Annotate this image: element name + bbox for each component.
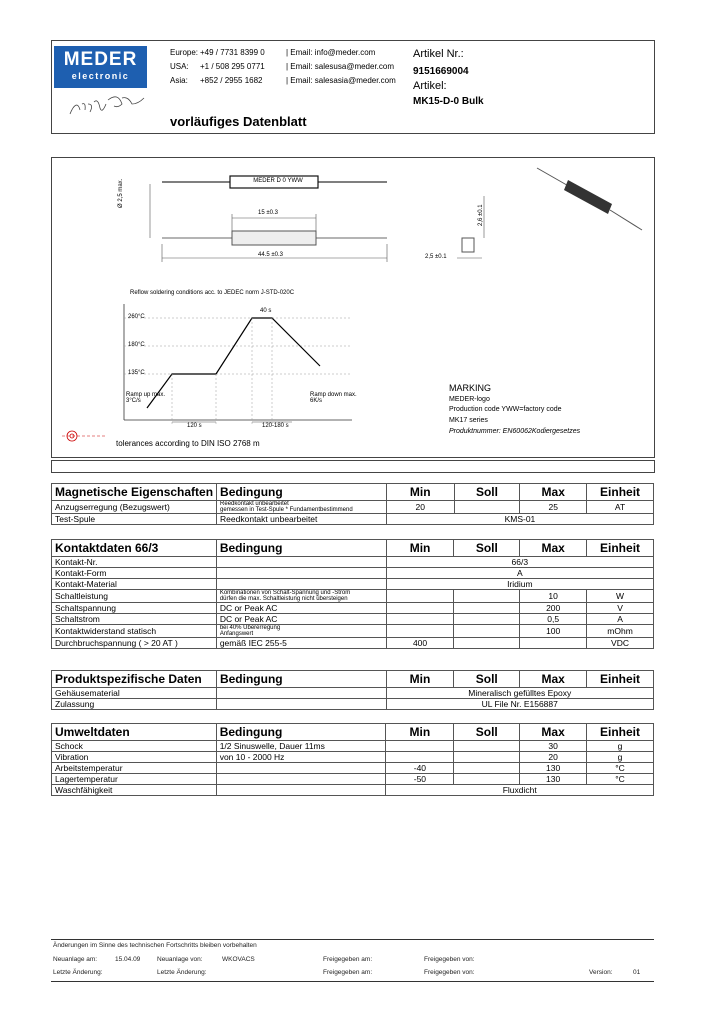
row-name: Vibration xyxy=(52,752,217,763)
row-unit: °C xyxy=(587,763,654,774)
table-row xyxy=(52,590,654,603)
footer-created-by-label: Neuanlage von: xyxy=(157,956,203,963)
row-name: Schaltspannung xyxy=(52,603,217,614)
reflow-peak: 40 s xyxy=(260,308,272,314)
footer-created-by: WKOVACS xyxy=(222,956,255,963)
row-condition xyxy=(216,688,386,699)
col-header: Bedingung xyxy=(217,484,387,501)
row-name: Gehäusematerial xyxy=(52,688,217,699)
table-title: Magnetische Eigenschaften xyxy=(52,484,217,501)
reflow-t1: 260°C xyxy=(128,314,145,320)
row-max: 0,5 xyxy=(520,614,587,625)
slogan xyxy=(68,92,158,118)
table-title: Umweltdaten xyxy=(52,724,217,741)
row-condition: 1/2 Sinuswelle, Dauer 11ms xyxy=(216,741,386,752)
table-row xyxy=(52,514,654,525)
row-min: 20 xyxy=(386,501,454,514)
row-soll xyxy=(454,763,520,774)
reflow-t3: 135°C xyxy=(128,370,145,376)
col-header: Soll xyxy=(454,540,520,557)
contact-block: Europe: +49 / 7731 8399 0 | Email: info@meder.com USA: +1 / 508 295 0771 | Email: salesusa@meder.com Asia: +852 / 2955 1682 | Email: salesasia@meder.com xyxy=(170,48,396,85)
row-name: Schaltstrom xyxy=(52,614,217,625)
row-unit: °C xyxy=(587,774,654,785)
table-title: Produktspezifische Daten xyxy=(52,671,217,688)
row-condition xyxy=(216,557,386,568)
footer-version: 01 xyxy=(633,969,641,976)
row-soll xyxy=(454,774,520,785)
marking-title: MARKING xyxy=(449,383,492,393)
doc-title: vorläufiges Datenblatt xyxy=(170,114,307,129)
row-min: -50 xyxy=(386,774,454,785)
table-row xyxy=(52,752,654,763)
reflow-t2: 180°C xyxy=(128,342,145,348)
table-row xyxy=(52,785,654,796)
row-unit: g xyxy=(587,752,654,763)
table-row xyxy=(52,688,654,699)
table-header xyxy=(52,484,654,501)
marking-line-3: MK17 series xyxy=(449,417,488,424)
dim-diameter: Ø 2,5 max. xyxy=(118,178,124,208)
artikel-label: Artikel: xyxy=(413,80,447,92)
row-min xyxy=(386,625,454,638)
table-row xyxy=(52,741,654,752)
row-condition: Reedkontakt unbearbeitet gemessen in Test-Spule * Fundamentbestimmend xyxy=(217,501,387,514)
row-name: Lagertemperatur xyxy=(52,774,217,785)
row-max: 10 xyxy=(520,590,587,603)
table-row xyxy=(52,579,654,590)
dim-44: 44.5 ±0.3 xyxy=(258,252,283,258)
row-max: 130 xyxy=(520,763,587,774)
table-header xyxy=(52,724,654,741)
footer-changed-label: Letzte Änderung: xyxy=(53,969,103,976)
row-condition: gemäß IEC 255-5 xyxy=(216,638,386,649)
row-condition: bei 40% Übererregung Anfangswert xyxy=(216,625,386,638)
row-value: A xyxy=(386,568,653,579)
row-min: -40 xyxy=(386,763,454,774)
reflow-title: Reflow soldering conditions acc. to JEDEC norm J-STD-020C xyxy=(130,290,295,296)
row-name: Test-Spule xyxy=(52,514,217,525)
row-name: Arbeitstemperatur xyxy=(52,763,217,774)
row-condition: DC or Peak AC xyxy=(216,603,386,614)
row-max: 200 xyxy=(520,603,587,614)
col-header: Max xyxy=(520,484,587,501)
row-condition xyxy=(216,774,386,785)
footer-created-date: 15.04.09 xyxy=(115,956,141,963)
row-condition: Kombinationen von Schalt-Spannung und -Strom dürfen die max. Schaltleistung nicht übersteigen xyxy=(216,590,386,603)
row-value: Mineralisch gefülltes Epoxy xyxy=(386,688,653,699)
row-condition xyxy=(216,785,386,796)
row-unit: W xyxy=(587,590,654,603)
row-name: Kontakt-Material xyxy=(52,579,217,590)
table-row xyxy=(52,568,654,579)
col-header: Einheit xyxy=(587,724,654,741)
row-name: Waschfähigkeit xyxy=(52,785,217,796)
table-header xyxy=(52,671,654,688)
col-header: Soll xyxy=(454,671,520,688)
row-min: 400 xyxy=(386,638,454,649)
dim-width: 2,5 ±0.1 xyxy=(425,254,447,260)
row-max: 130 xyxy=(520,774,587,785)
table-row xyxy=(52,557,654,568)
reflow-ramp-up: Ramp up max. 3°C/s xyxy=(126,392,166,404)
table-title: Kontaktdaten 66/3 xyxy=(52,540,217,557)
magnetic-table xyxy=(51,483,654,525)
artikel-nr-label: Artikel Nr.: xyxy=(413,48,464,60)
col-header: Soll xyxy=(454,484,520,501)
col-header: Min xyxy=(386,724,454,741)
dim-height: 2,6 ±0.1 xyxy=(478,204,484,226)
row-soll xyxy=(454,638,520,649)
separator-box xyxy=(51,460,655,473)
col-header: Max xyxy=(520,724,587,741)
row-condition xyxy=(216,699,386,710)
footer-version-label: Version: xyxy=(589,969,613,976)
row-min xyxy=(386,603,454,614)
marking-line-1: MEDER-logo xyxy=(449,396,490,403)
reflow-time1: 120 s xyxy=(187,423,202,429)
row-min xyxy=(386,741,454,752)
row-value: UL File Nr. E156887 xyxy=(386,699,653,710)
row-soll xyxy=(454,603,520,614)
dim-15: 15 ±0.3 xyxy=(258,210,278,216)
body-marking: MEDER D 0 YWW xyxy=(253,178,303,184)
row-soll xyxy=(454,590,520,603)
marking-line-4: Produktnummer: EN60062Kodiergesetzes xyxy=(449,428,581,435)
footer-approved-by-label-2: Freigegeben von: xyxy=(424,969,475,976)
row-name: Schock xyxy=(52,741,217,752)
row-min xyxy=(386,590,454,603)
environment-table xyxy=(51,723,654,796)
row-min xyxy=(386,752,454,763)
logo-text: MEDER xyxy=(63,49,138,70)
footer-created-label: Neuanlage am: xyxy=(53,956,98,963)
row-value: KMS-01 xyxy=(386,514,653,525)
row-soll xyxy=(454,614,520,625)
col-header: Min xyxy=(386,540,454,557)
table-row xyxy=(52,625,654,638)
row-soll xyxy=(454,625,520,638)
row-name: Kontakt-Nr. xyxy=(52,557,217,568)
footer-approved-by-label: Freigegeben von: xyxy=(424,956,475,963)
row-condition xyxy=(216,763,386,774)
row-max: 20 xyxy=(520,752,587,763)
marking-line-2: Production code YWW=factory code xyxy=(449,406,562,413)
tolerances: tolerances according to DIN ISO 2768 m xyxy=(116,439,260,448)
table-row xyxy=(52,614,654,625)
row-max: 100 xyxy=(520,625,587,638)
table-row xyxy=(52,501,654,514)
row-unit: V xyxy=(587,603,654,614)
row-value: Iridium xyxy=(386,579,653,590)
footer-approved-label-2: Freigegeben am: xyxy=(323,969,373,976)
col-header: Bedingung xyxy=(216,724,386,741)
row-max xyxy=(520,638,587,649)
row-min xyxy=(386,614,454,625)
col-header: Bedingung xyxy=(216,671,386,688)
col-header: Soll xyxy=(454,724,520,741)
row-value: 66/3 xyxy=(386,557,653,568)
reflow-time2: 120-180 s xyxy=(262,423,289,429)
footer-changed-label-2: Letzte Änderung: xyxy=(157,969,207,976)
row-max: 25 xyxy=(520,501,587,514)
row-unit: A xyxy=(587,614,654,625)
row-condition: Reedkontakt unbearbeitet xyxy=(217,514,387,525)
col-header: Einheit xyxy=(587,671,654,688)
row-soll xyxy=(454,752,520,763)
table-row xyxy=(52,763,654,774)
table-row xyxy=(52,699,654,710)
col-header: Max xyxy=(520,540,587,557)
footer-approved-label: Freigegeben am: xyxy=(323,956,373,963)
technical-drawing xyxy=(52,158,652,456)
row-value: Fluxdicht xyxy=(386,785,654,796)
logo-subtext: electronic xyxy=(71,71,130,81)
table-header xyxy=(52,540,654,557)
row-name: Anzugserregung (Bezugswert) xyxy=(52,501,217,514)
col-header: Einheit xyxy=(587,540,654,557)
col-header: Bedingung xyxy=(216,540,386,557)
col-header: Einheit xyxy=(587,484,654,501)
col-header: Min xyxy=(386,484,454,501)
row-max: 30 xyxy=(520,741,587,752)
row-name: Durchbruchspannung ( > 20 AT ) xyxy=(52,638,217,649)
row-name: Zulassung xyxy=(52,699,217,710)
row-unit: AT xyxy=(587,501,654,514)
col-header: Min xyxy=(386,671,454,688)
row-soll xyxy=(454,501,520,514)
col-header: Max xyxy=(520,671,587,688)
reflow-ramp-down: Ramp down max. 6K/s xyxy=(310,392,357,404)
table-row xyxy=(52,603,654,614)
meder-logo xyxy=(54,46,147,88)
artikel-value: MK15-D-0 Bulk xyxy=(413,96,484,107)
row-condition xyxy=(216,568,386,579)
contact-table xyxy=(51,539,654,649)
footer-rule-bottom xyxy=(51,981,654,982)
row-unit: VDC xyxy=(587,638,654,649)
row-name: Schaltleistung xyxy=(52,590,217,603)
row-unit: g xyxy=(587,741,654,752)
product-table xyxy=(51,670,654,710)
footer-rule xyxy=(51,939,654,940)
artikel-nr-value: 9151669004 xyxy=(413,66,469,77)
row-condition: DC or Peak AC xyxy=(216,614,386,625)
row-name: Kontaktwiderstand statisch xyxy=(52,625,217,638)
row-name: Kontakt-Form xyxy=(52,568,217,579)
table-row xyxy=(52,638,654,649)
row-soll xyxy=(454,741,520,752)
table-row xyxy=(52,774,654,785)
row-condition: von 10 - 2000 Hz xyxy=(216,752,386,763)
footer-note: Änderungen im Sinne des technischen Fortschritts bleiben vorbehalten xyxy=(53,942,257,949)
row-condition xyxy=(216,579,386,590)
row-unit: mOhm xyxy=(587,625,654,638)
